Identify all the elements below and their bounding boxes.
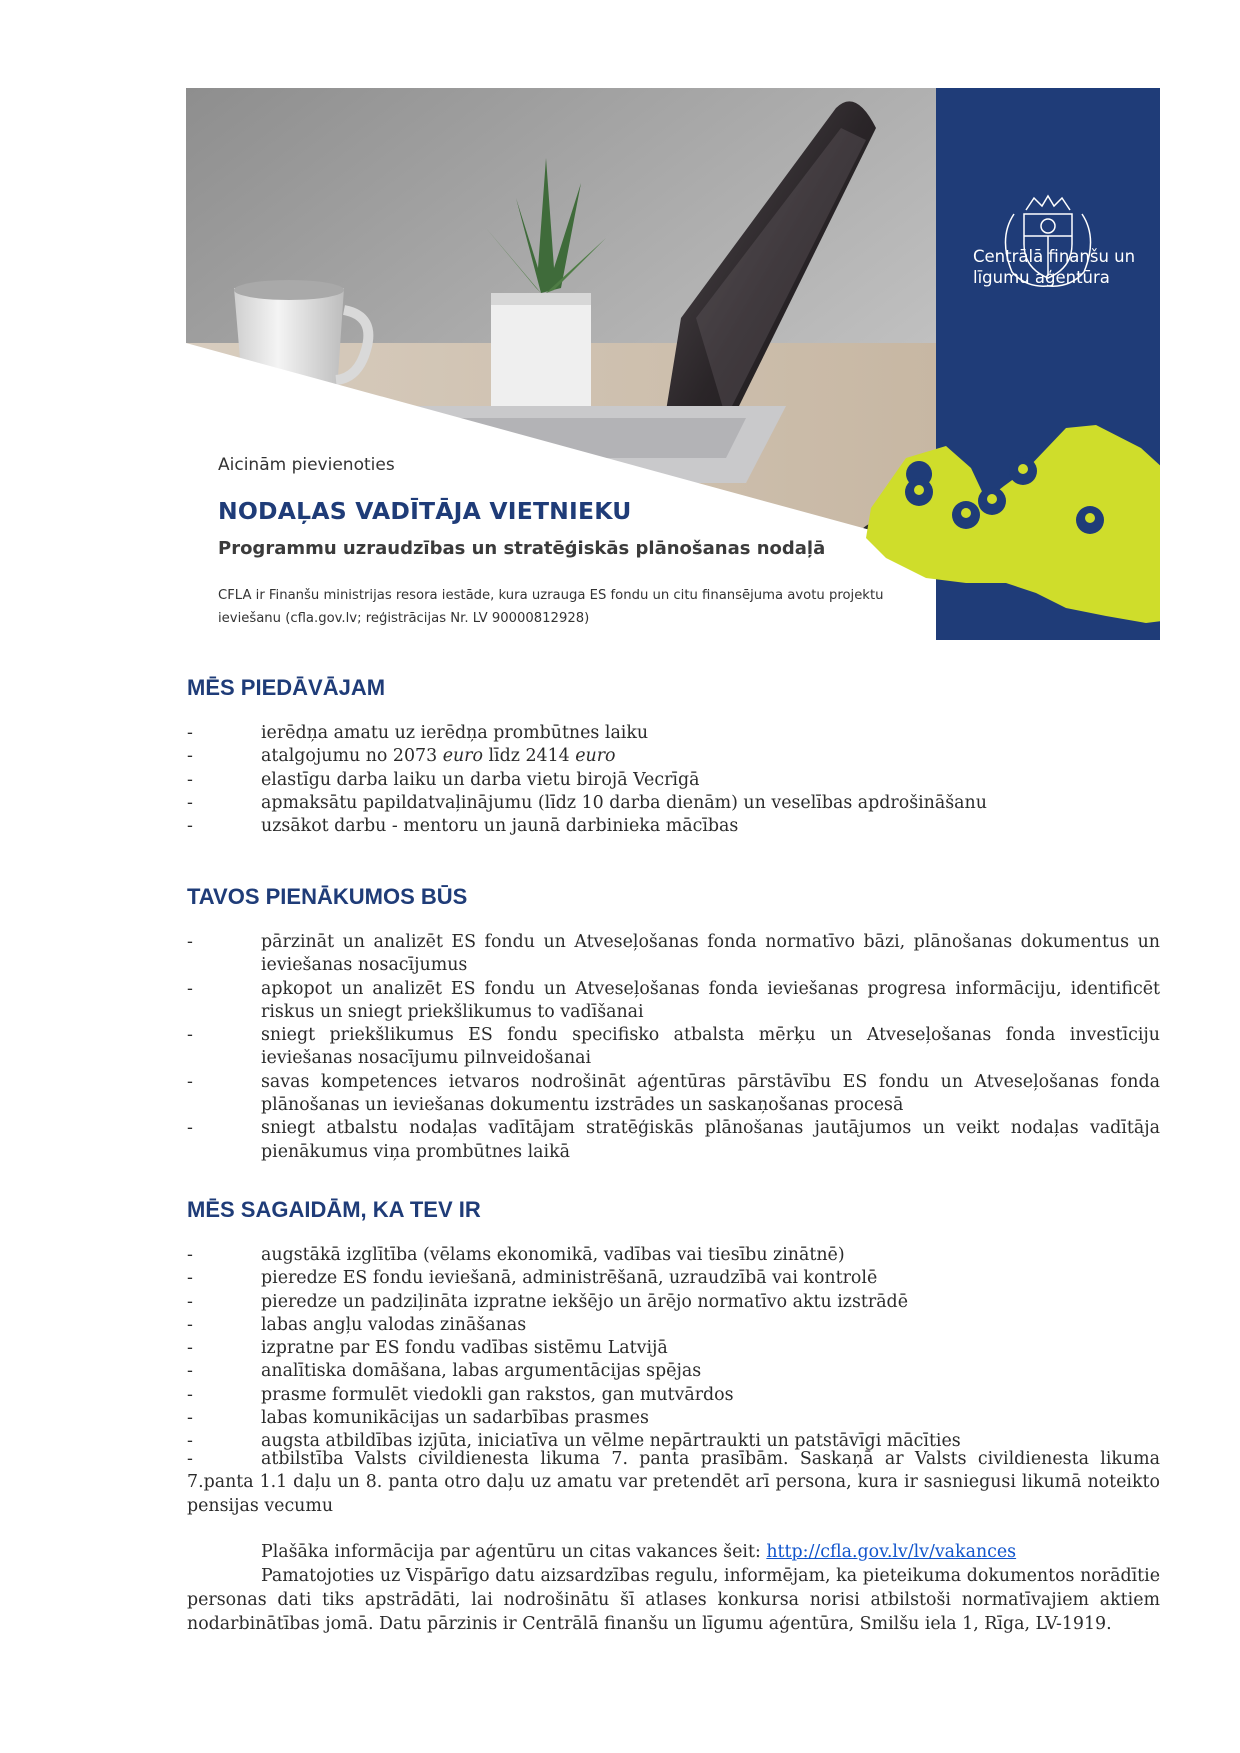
list-item: - pārzināt un analizēt ES fondu un Atveseļošanas fonda normatīvo bāzi, plānošanas dokumentus un ieviešanas nosacījumus [187, 931, 1160, 978]
list-item: - labas komunikācijas un sadarbības prasmes [187, 1407, 1160, 1430]
organization-description: CFLA ir Finanšu ministrijas resora iestāde, kura uzrauga ES fondu un citu finansējuma avotu projektu ieviešanu (cfla.gov.lv; reģistrācijas Nr. LV 90000812928) [218, 588, 884, 626]
map-pin-icon [952, 501, 980, 529]
more-info-paragraph [187, 1540, 1160, 1564]
duties-list [187, 931, 1160, 1164]
final-requirement-text: atbilstība Valsts civildienesta likuma 7. panta prasībām. Saskaņā ar Valsts civildienesta likuma 7.panta 1.1 daļu un 8. panta otro daļu uz amatu var pretendēt arī persona, kura ir sasniegusi likumā noteikto pensijas vecumu [187, 1449, 1160, 1516]
map-pin-icon [1076, 506, 1104, 534]
map-pin-icon [978, 487, 1006, 515]
intro-text: Aicinām pievienoties [218, 455, 395, 475]
gdpr-paragraph: Pamatojoties uz Vispārīgo datu aizsardzības regulu, informējam, ka pieteikuma dokumentos norādītie personas dati tiks apstrādāti, lai nodrošinātu šī atlases konkursa norisi atbilstoši normatīvajiem aktiem nodarbinātības jomā. Datu pārzinis ir Centrālā finanšu un līgumu aģentūra, Smilšu iela 1, Rīga, LV-1919. [187, 1566, 1160, 1634]
list-item: - ierēdņa amatu uz ierēdņa prombūtnes laiku [187, 722, 1160, 745]
list-item-final [187, 1448, 1160, 1518]
offer-list [187, 722, 1160, 838]
agency-brand-name [973, 246, 1143, 288]
department-name: Programmu uzraudzības un stratēģiskās plānošanas nodaļā [218, 538, 826, 559]
list-item: - analītiska domāšana, labas argumentācijas spējas [187, 1360, 1160, 1383]
list-item: - pieredze ES fondu ieviešanā, administrēšanā, uzraudzībā vai kontrolē [187, 1267, 1160, 1290]
list-item: - augsta atbildības izjūta, iniciatīva un vēlme nepārtraukti un patstāvīgi mācīties [187, 1430, 1160, 1453]
requirements-list [187, 1244, 1160, 1454]
more-info-text: Plašāka informācija par aģentūru un citas vakances šeit: [261, 1542, 761, 1562]
map-pin-icon [1009, 457, 1037, 485]
list-item: - savas kompetences ietvaros nodrošināt aģentūras pārstāvību ES fondu un Atveseļošanas fonda plānošanas un ieviešanas dokumentu izstrādes un saskaņošanas procesā [187, 1071, 1160, 1118]
list-item: - apkopot un analizēt ES fondu un Atveseļošanas fonda ieviešanas progresa informāciju, identificēt riskus un sniegt priekšlikumus to vadīšanai [187, 978, 1160, 1025]
job-title: NODAĻAS VADĪTĀJA VIETNIEKU [218, 497, 632, 525]
duties-heading: TAVOS PIENĀKUMOS BŪS [187, 884, 468, 909]
brand-line-2: līgumu aģentūra [973, 268, 1110, 287]
list-item: - prasme formulēt viedokli gan rakstos, gan mutvārdos [187, 1384, 1160, 1407]
brand-line-1: Centrālā finanšu un [973, 247, 1136, 266]
list-item: - augstākā izglītība (vēlams ekonomikā, vadības vai tiesību zinātnē) [187, 1244, 1160, 1267]
list-item: - izpratne par ES fondu vadības sistēmu Latvijā [187, 1337, 1160, 1360]
list-item: - labas angļu valodas zināšanas [187, 1314, 1160, 1337]
list-item: - elastīgu darba laiku un darba vietu birojā Vecrīgā [187, 769, 1160, 792]
list-item: - pieredze un padziļināta izpratne iekšējo un ārējo normatīvo aktu izstrādē [187, 1291, 1160, 1314]
vacancies-link[interactable]: http://cfla.gov.lv/lv/vakances [766, 1542, 1017, 1562]
list-item: - atalgojumu no 2073 euro līdz 2414 euro [187, 745, 1160, 768]
list-item: - sniegt atbalstu nodaļas vadītājam stratēģiskās plānošanas jautājumos un veikt nodaļas vadītāja pienākumus viņa prombūtnes laikā [187, 1117, 1160, 1164]
offer-heading: MĒS PIEDĀVĀJAM [187, 675, 386, 700]
requirements-heading: MĒS SAGAIDĀM, KA TEV IR [187, 1197, 481, 1222]
list-item: - uzsākot darbu - mentoru un jaunā darbinieka mācības [187, 815, 1160, 838]
list-item: - apmaksātu papildatvaļinājumu (līdz 10 darba dienām) un veselības apdrošināšanu [187, 792, 1160, 815]
map-pin-icon [905, 478, 933, 506]
dash-marker: - [187, 1449, 193, 1469]
list-item: - sniegt priekšlikumus ES fondu specifisko atbalsta mērķu un Atveseļošanas fonda investīciju ieviešanas nosacījumu pilnveidošanai [187, 1024, 1160, 1071]
